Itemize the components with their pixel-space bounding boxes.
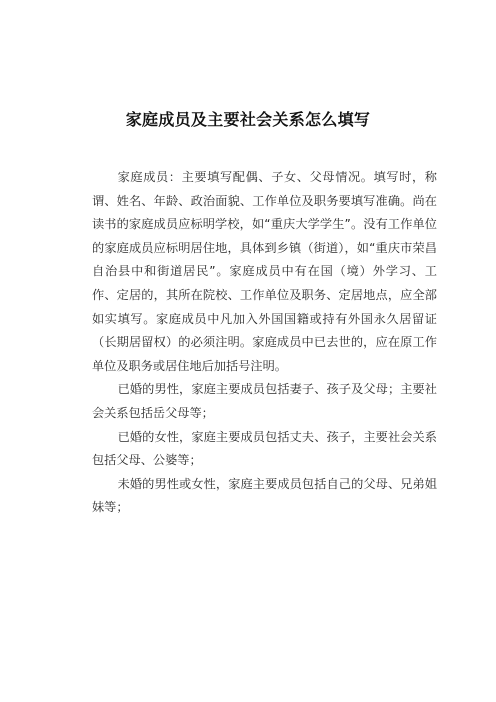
paragraph-unmarried: 未婚的男性或女性，家庭主要成员包括自己的父母、兄弟姐妹等； — [92, 476, 437, 515]
document-title: 家庭成员及主要社会关系怎么填写 — [125, 110, 371, 129]
paragraph-family-members: 家庭成员：主要填写配偶、子女、父母情况。填写时，称谓、姓名、年龄、政治面貌、工作单位及职务要填写准确。尚在读书的家庭成员应标明学校，如“重庆大学学生”。没有工作单位的家庭成员应标明居住地，具体到乡镇（街道），如“重庆市荣昌自治县中和街道居民”。家庭成员中有在国（境）外学习、工作、定居的，其所在院校、工作单位及职务、定居地点，应全部如实填写。家庭成员中凡加入外国国籍或持有外国永久居留证（长期居留权）的必须注明。家庭成员中已去世的，应在原工作单位及职务或居住地后加括号注明。 — [92, 170, 437, 373]
document-body — [92, 166, 437, 520]
paragraph-married-male: 已婚的男性，家庭主要成员包括妻子、孩子及父母；主要社会关系包括岳父母等； — [92, 382, 437, 420]
paragraph-married-female: 已婚的女性，家庭主要成员包括丈夫、孩子，主要社会关系包括父母、公婆等； — [92, 429, 437, 468]
